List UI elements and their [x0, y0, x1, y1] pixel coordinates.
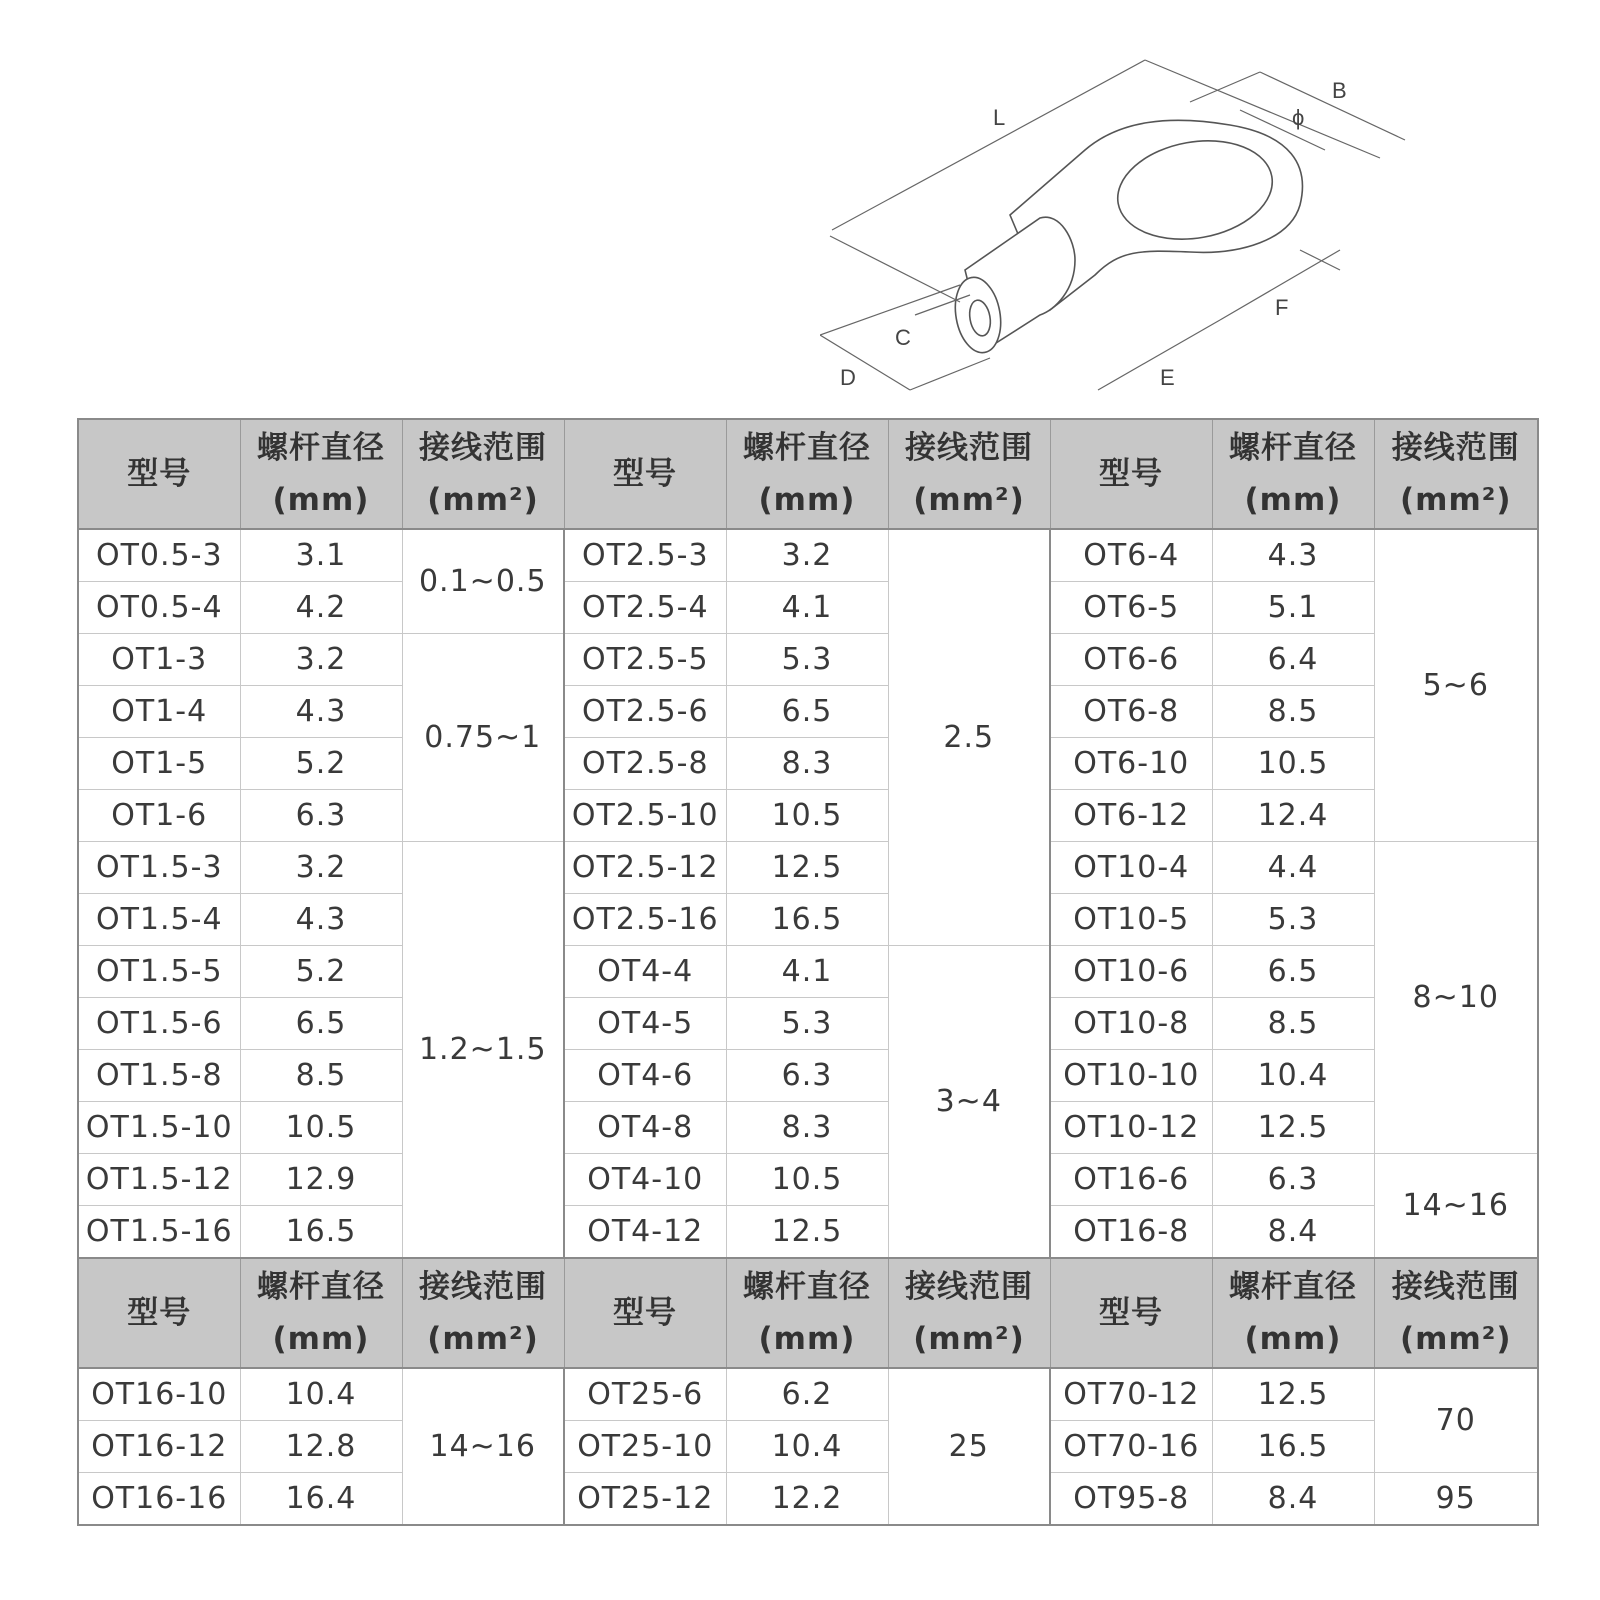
header-model: 型号	[564, 419, 726, 529]
model-cell: OT6-12	[1050, 790, 1212, 842]
header-wire-range	[888, 1258, 1050, 1368]
wire-range-cell: 5~6	[1374, 529, 1538, 842]
model-cell: OT4-12	[564, 1206, 726, 1259]
bolt-diameter-cell: 8.5	[1212, 998, 1374, 1050]
bolt-diameter-cell: 3.2	[240, 842, 402, 894]
table-row	[78, 1102, 1538, 1154]
bolt-diameter-cell: 12.5	[1212, 1368, 1374, 1421]
bolt-diameter-cell: 6.5	[240, 998, 402, 1050]
model-cell: OT1.5-6	[78, 998, 240, 1050]
bolt-diameter-cell: 5.1	[1212, 582, 1374, 634]
table-row	[78, 1473, 1538, 1526]
label-C: C	[895, 325, 911, 350]
bolt-diameter-cell: 4.1	[726, 946, 888, 998]
model-cell: OT1-3	[78, 634, 240, 686]
bolt-diameter-cell: 6.3	[1212, 1154, 1374, 1206]
label-phi: ϕ	[1292, 105, 1305, 130]
model-cell: OT25-10	[564, 1421, 726, 1473]
header-range-line1: 接线范围	[419, 430, 547, 466]
header-range-line2: (mm²)	[913, 482, 1025, 518]
bolt-diameter-cell: 4.3	[1212, 529, 1374, 582]
table-row	[78, 582, 1538, 634]
bolt-diameter-cell: 10.5	[726, 790, 888, 842]
model-cell: OT1.5-16	[78, 1206, 240, 1259]
table-row	[78, 946, 1538, 998]
model-cell: OT6-8	[1050, 686, 1212, 738]
label-B: B	[1332, 78, 1347, 103]
model-cell: OT1.5-4	[78, 894, 240, 946]
header-range-line2: (mm²)	[1399, 482, 1512, 518]
model-cell: OT1.5-10	[78, 1102, 240, 1154]
model-cell: OT10-8	[1050, 998, 1212, 1050]
header-model: 型号	[78, 419, 240, 529]
table-row	[78, 529, 1538, 582]
bolt-diameter-cell: 10.5	[240, 1102, 402, 1154]
header-range-line2: (mm²)	[427, 482, 539, 518]
model-cell: OT0.5-3	[78, 529, 240, 582]
header-wire-range	[402, 419, 564, 529]
bolt-diameter-cell: 10.5	[1212, 738, 1374, 790]
model-cell: OT95-8	[1050, 1473, 1212, 1526]
header-range-line1: 接线范围	[905, 430, 1033, 466]
table-row	[78, 634, 1538, 686]
bolt-diameter-cell: 5.2	[240, 946, 402, 998]
table-row	[78, 738, 1538, 790]
header-wire-range	[1374, 419, 1538, 529]
model-cell: OT10-4	[1050, 842, 1212, 894]
header-row	[78, 1258, 1538, 1368]
model-cell: OT2.5-10	[564, 790, 726, 842]
bolt-diameter-cell: 12.9	[240, 1154, 402, 1206]
model-cell: OT6-6	[1050, 634, 1212, 686]
bolt-diameter-cell: 4.3	[240, 686, 402, 738]
model-cell: OT6-4	[1050, 529, 1212, 582]
wire-range-cell: 0.1~0.5	[402, 529, 564, 634]
wire-range-cell: 14~16	[1374, 1154, 1538, 1259]
bolt-diameter-cell: 5.3	[726, 634, 888, 686]
model-cell: OT1-5	[78, 738, 240, 790]
bolt-diameter-cell: 5.3	[1212, 894, 1374, 946]
bolt-diameter-cell: 16.5	[240, 1206, 402, 1259]
wire-range-cell: 95	[1374, 1473, 1538, 1526]
header-model: 型号	[1050, 419, 1212, 529]
header-bolt-line1: 螺杆直径	[1229, 1269, 1357, 1305]
bolt-diameter-cell: 4.2	[240, 582, 402, 634]
wire-range-cell: 2.5	[888, 529, 1050, 946]
header-range-line1: 接线范围	[419, 1269, 547, 1305]
wire-range-cell: 1.2~1.5	[402, 842, 564, 1259]
header-row	[78, 419, 1538, 529]
model-cell: OT2.5-16	[564, 894, 726, 946]
header-bolt-diameter	[240, 1258, 402, 1368]
bolt-diameter-cell: 8.3	[726, 738, 888, 790]
bolt-diameter-cell: 6.2	[726, 1368, 888, 1421]
model-cell: OT10-6	[1050, 946, 1212, 998]
bolt-diameter-cell: 12.4	[1212, 790, 1374, 842]
bolt-diameter-cell: 5.2	[240, 738, 402, 790]
model-cell: OT10-10	[1050, 1050, 1212, 1102]
bolt-diameter-cell: 10.5	[726, 1154, 888, 1206]
table-row	[78, 790, 1538, 842]
bolt-diameter-cell: 6.5	[1212, 946, 1374, 998]
model-cell: OT2.5-4	[564, 582, 726, 634]
bolt-diameter-cell: 16.5	[726, 894, 888, 946]
bolt-diameter-cell: 8.4	[1212, 1206, 1374, 1259]
header-bolt-line1: 螺杆直径	[743, 1269, 871, 1305]
ring-terminal-diagram	[820, 40, 1460, 410]
bolt-diameter-cell: 12.5	[726, 1206, 888, 1259]
table-row	[78, 1050, 1538, 1102]
bolt-diameter-cell: 6.4	[1212, 634, 1374, 686]
model-cell: OT1-4	[78, 686, 240, 738]
model-cell: OT2.5-8	[564, 738, 726, 790]
label-D: D	[840, 365, 856, 390]
model-cell: OT1-6	[78, 790, 240, 842]
model-cell: OT1.5-8	[78, 1050, 240, 1102]
model-cell: OT16-12	[78, 1421, 240, 1473]
header-wire-range	[1374, 1258, 1538, 1368]
header-wire-range	[402, 1258, 564, 1368]
model-cell: OT2.5-5	[564, 634, 726, 686]
model-cell: OT16-8	[1050, 1206, 1212, 1259]
model-cell: OT4-4	[564, 946, 726, 998]
header-bolt-diameter	[726, 419, 888, 529]
model-cell: OT10-12	[1050, 1102, 1212, 1154]
label-L: L	[993, 105, 1006, 130]
table-row	[78, 686, 1538, 738]
model-cell: OT16-16	[78, 1473, 240, 1526]
bolt-diameter-cell: 8.3	[726, 1102, 888, 1154]
header-bolt-line2: (mm)	[272, 482, 370, 518]
table-row	[78, 1421, 1538, 1473]
table-row	[78, 1368, 1538, 1421]
model-cell: OT25-12	[564, 1473, 726, 1526]
model-cell: OT1.5-12	[78, 1154, 240, 1206]
header-bolt-line2: (mm)	[758, 1321, 856, 1357]
bolt-diameter-cell: 3.2	[240, 634, 402, 686]
bolt-diameter-cell: 8.5	[1212, 686, 1374, 738]
model-cell: OT2.5-3	[564, 529, 726, 582]
header-bolt-line2: (mm)	[1244, 482, 1342, 518]
header-bolt-line1: 螺杆直径	[1229, 430, 1357, 466]
model-cell: OT4-8	[564, 1102, 726, 1154]
model-cell: OT70-12	[1050, 1368, 1212, 1421]
bolt-diameter-cell: 10.4	[726, 1421, 888, 1473]
bolt-diameter-cell: 4.3	[240, 894, 402, 946]
header-bolt-diameter	[726, 1258, 888, 1368]
header-bolt-diameter	[1212, 1258, 1374, 1368]
model-cell: OT4-6	[564, 1050, 726, 1102]
model-cell: OT1.5-5	[78, 946, 240, 998]
header-bolt-line1: 螺杆直径	[257, 1269, 385, 1305]
bolt-diameter-cell: 4.4	[1212, 842, 1374, 894]
bolt-diameter-cell: 16.5	[1212, 1421, 1374, 1473]
bolt-diameter-cell: 3.2	[726, 529, 888, 582]
bolt-diameter-cell: 12.2	[726, 1473, 888, 1526]
wire-range-cell: 14~16	[402, 1368, 564, 1525]
model-cell: OT16-10	[78, 1368, 240, 1421]
spec-table	[77, 418, 1539, 1526]
header-bolt-line2: (mm)	[1244, 1321, 1342, 1357]
label-E: E	[1160, 365, 1175, 390]
bolt-diameter-cell: 3.1	[240, 529, 402, 582]
model-cell: OT10-5	[1050, 894, 1212, 946]
wire-range-cell: 8~10	[1374, 842, 1538, 1154]
model-cell: OT6-5	[1050, 582, 1212, 634]
header-bolt-line2: (mm)	[758, 482, 856, 518]
header-bolt-diameter	[240, 419, 402, 529]
header-range-line2: (mm²)	[1399, 1321, 1512, 1357]
bolt-diameter-cell: 8.4	[1212, 1473, 1374, 1526]
header-range-line2: (mm²)	[913, 1321, 1025, 1357]
bolt-diameter-cell: 10.4	[240, 1368, 402, 1421]
header-bolt-line2: (mm)	[272, 1321, 370, 1357]
header-range-line1: 接线范围	[1391, 430, 1520, 466]
header-range-line1: 接线范围	[1391, 1269, 1520, 1305]
header-range-line2: (mm²)	[427, 1321, 539, 1357]
header-model: 型号	[78, 1258, 240, 1368]
bolt-diameter-cell: 6.3	[240, 790, 402, 842]
header-model: 型号	[564, 1258, 726, 1368]
header-wire-range	[888, 419, 1050, 529]
bolt-diameter-cell: 10.4	[1212, 1050, 1374, 1102]
model-cell: OT6-10	[1050, 738, 1212, 790]
label-F: F	[1275, 295, 1289, 320]
header-bolt-line1: 螺杆直径	[257, 430, 385, 466]
model-cell: OT25-6	[564, 1368, 726, 1421]
bolt-diameter-cell: 4.1	[726, 582, 888, 634]
bolt-diameter-cell: 12.5	[726, 842, 888, 894]
model-cell: OT16-6	[1050, 1154, 1212, 1206]
model-cell: OT70-16	[1050, 1421, 1212, 1473]
wire-range-cell: 70	[1374, 1368, 1538, 1473]
model-cell: OT2.5-6	[564, 686, 726, 738]
header-bolt-diameter	[1212, 419, 1374, 529]
bolt-diameter-cell: 16.4	[240, 1473, 402, 1526]
model-cell: OT0.5-4	[78, 582, 240, 634]
model-cell: OT4-10	[564, 1154, 726, 1206]
wire-range-cell: 0.75~1	[402, 634, 564, 842]
bolt-diameter-cell: 12.5	[1212, 1102, 1374, 1154]
table-row	[78, 842, 1538, 894]
bolt-diameter-cell: 6.3	[726, 1050, 888, 1102]
header-bolt-line1: 螺杆直径	[743, 430, 871, 466]
wire-range-cell: 3~4	[888, 946, 1050, 1259]
model-cell: OT4-5	[564, 998, 726, 1050]
bolt-diameter-cell: 6.5	[726, 686, 888, 738]
table-row	[78, 894, 1538, 946]
bolt-diameter-cell: 5.3	[726, 998, 888, 1050]
model-cell: OT1.5-3	[78, 842, 240, 894]
header-model: 型号	[1050, 1258, 1212, 1368]
table-row	[78, 998, 1538, 1050]
bolt-diameter-cell: 8.5	[240, 1050, 402, 1102]
model-cell: OT2.5-12	[564, 842, 726, 894]
bolt-diameter-cell: 12.8	[240, 1421, 402, 1473]
header-range-line1: 接线范围	[905, 1269, 1033, 1305]
wire-range-cell: 25	[888, 1368, 1050, 1525]
table-row	[78, 1154, 1538, 1206]
table-row	[78, 1206, 1538, 1259]
